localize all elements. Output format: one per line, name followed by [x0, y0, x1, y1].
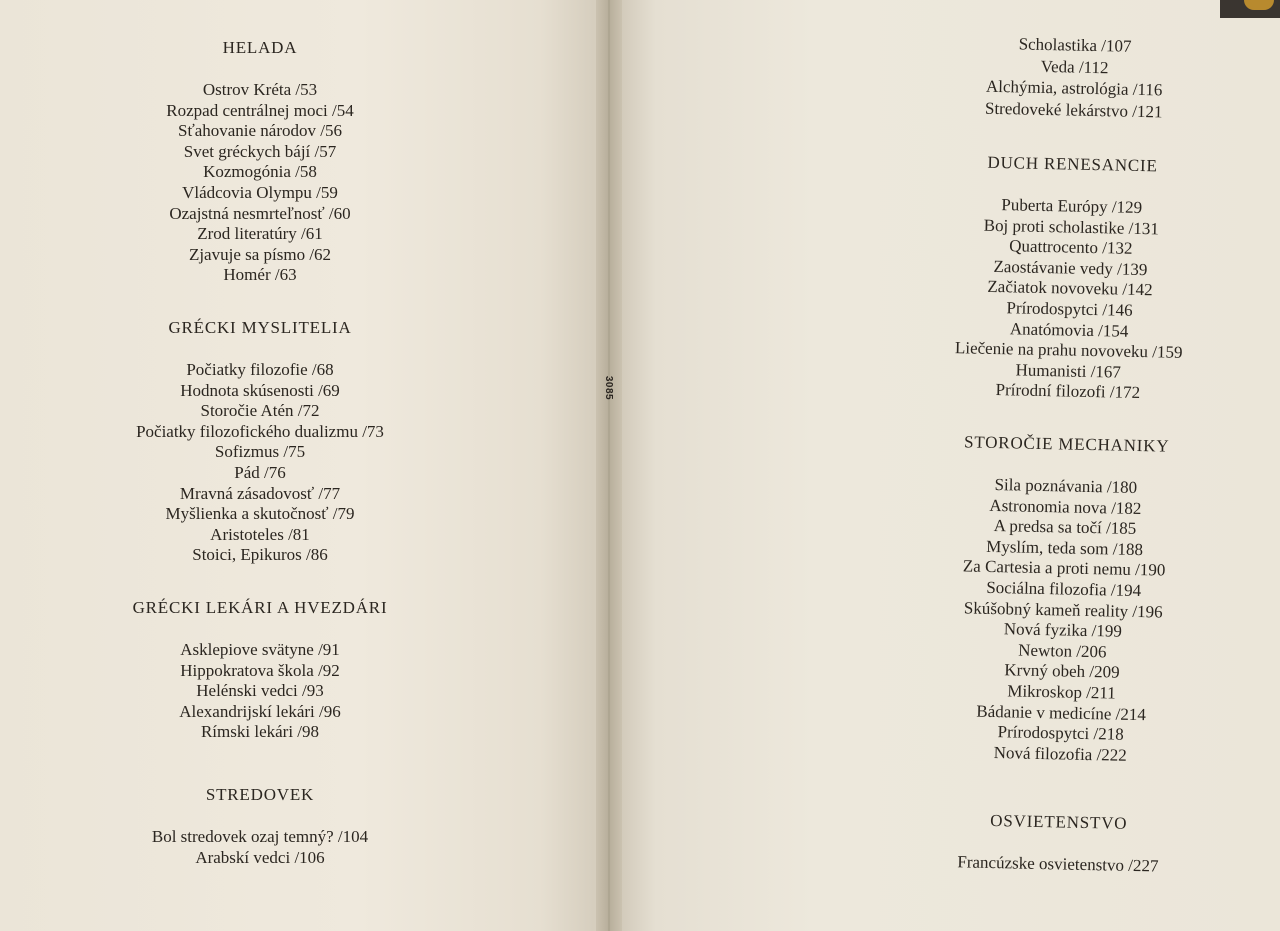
toc-entry: Puberta Európy /129: [1001, 195, 1143, 218]
toc-entry: Francúzske osvietenstvo /227: [957, 852, 1159, 876]
section-heading: GRÉCKI MYSLITELIA: [168, 318, 352, 337]
toc-entry: Rímski lekári /98: [200, 722, 320, 742]
toc-entry: Astronomia nova /182: [989, 495, 1142, 518]
toc-entry: Scholastika /107: [1018, 34, 1132, 56]
gutter-stamp: 3085: [603, 375, 615, 401]
toc-entry: Aristoteles /81: [210, 524, 310, 544]
toc-entry: Rozpad centrálnej moci /54: [166, 100, 354, 120]
entry-list: [838, 850, 1278, 880]
toc-entry: Mravná zásadovosť /77: [179, 483, 341, 503]
toc-entry: Mikroskop /211: [1007, 681, 1116, 703]
entry-list: [840, 472, 1280, 769]
toc-entry: Začiatok novoveku /142: [987, 277, 1153, 300]
toc-entry: Zrod literatúry /61: [197, 224, 323, 244]
entry-list: [854, 30, 1280, 125]
toc-entry: Alexandrijskí lekári /96: [179, 701, 341, 721]
toc-section-helada: [60, 38, 460, 286]
left-page: [0, 0, 600, 931]
toc-entry: Krvný obeh /209: [1004, 660, 1120, 683]
toc-entry: Skúšobný kameň reality /196: [963, 597, 1163, 622]
toc-section-storocie-mechaniky: [840, 430, 1280, 769]
toc-entry: Hodnota skúsenosti /69: [180, 380, 340, 400]
toc-entry: Stredoveké lekárstvo /121: [984, 98, 1163, 121]
section-heading: STREDOVEK: [205, 785, 315, 804]
toc-entry: Sťahovanie národov /56: [177, 121, 342, 141]
toc-entry: Asklepiove svätyne /91: [180, 640, 340, 659]
toc-entry: Helénski vedci /93: [196, 681, 324, 701]
toc-section-stredovek: [60, 785, 460, 868]
toc-entry: Boj proti scholastike /131: [983, 215, 1160, 238]
toc-entry: Hippokratova škola /92: [180, 660, 340, 680]
toc-entry: Sila poznávania /180: [994, 475, 1138, 497]
toc-entry: Newton /206: [1018, 640, 1107, 662]
toc-entry: Svet gréckych bájí /57: [183, 141, 337, 161]
toc-entry: Prírodospytci /146: [1006, 298, 1133, 320]
toc-entry: Sociálna filozofia /194: [986, 577, 1142, 601]
toc-section-stredovek-continued: [854, 30, 1280, 125]
toc-entry: Arabskí vedci /106: [195, 847, 325, 867]
toc-entry: Vládcovia Olympu /59: [182, 182, 338, 202]
toc-entry: Humanisti /167: [1015, 360, 1122, 382]
toc-entry: Kozmogónia /58: [203, 162, 317, 182]
toc-entry: Zjavuje sa písmo /62: [188, 244, 332, 264]
toc-entry: Počiatky filozofie /68: [186, 360, 334, 379]
entry-list: [60, 360, 460, 566]
toc-section-osvietenstvo: [838, 808, 1279, 880]
toc-entry: Ozajstná nesmrteľnosť /60: [169, 203, 351, 223]
section-heading: GRÉCKI LEKÁRI A HVEZDÁRI: [132, 598, 388, 617]
section-heading: HELADA: [222, 38, 298, 57]
toc-entry: Prírodní filozofi /172: [995, 380, 1141, 403]
toc-entry: Anatómovia /154: [1009, 318, 1129, 341]
toc-entry: Zaostávanie vedy /139: [993, 256, 1148, 279]
entry-list: [60, 80, 460, 286]
section-heading: DUCH RENESANCIE: [987, 152, 1158, 176]
toc-section-grecki-myslitelia: [60, 318, 460, 566]
toc-section-grecki-lekari: [60, 598, 460, 743]
toc-entry: Myslím, teda som /188: [986, 536, 1144, 559]
toc-entry: Za Cartesia a proti nemu /190: [962, 556, 1166, 580]
toc-entry: Nová filozofia /222: [993, 742, 1128, 765]
entry-list: [848, 192, 1280, 407]
right-toc-column: [856, 0, 1280, 876]
toc-entry: Pád /76: [234, 462, 286, 482]
toc-entry: Alchýmia, astrológia /116: [985, 76, 1163, 100]
toc-entry: Stoici, Epikuros /86: [192, 545, 328, 565]
toc-entry: Myšlienka a skutočnosť /79: [165, 504, 355, 524]
toc-entry: Veda /112: [1040, 56, 1109, 77]
toc-section-duch-renesancie: [848, 150, 1280, 407]
entry-list: [60, 827, 460, 868]
toc-entry: Storočie Atén /72: [200, 401, 320, 421]
toc-entry: A predsa sa točí /185: [993, 516, 1137, 539]
book-gutter: [596, 0, 622, 931]
toc-entry: Liečenie na prahu novoveku /159: [954, 338, 1183, 363]
toc-entry: Sofizmus /75: [214, 442, 306, 462]
right-page: [616, 0, 1280, 931]
section-heading: STOROČIE MECHANIKY: [963, 432, 1170, 456]
toc-entry: Quattrocento /132: [1009, 236, 1133, 259]
toc-entry: Bádanie v medicíne /214: [976, 701, 1147, 724]
toc-entry: Bol stredovek ozaj temný? /104: [151, 827, 369, 846]
toc-entry: Homér /63: [223, 265, 297, 285]
entry-list: [60, 640, 460, 743]
toc-entry: Počiatky filozofického dualizmu /73: [136, 421, 384, 441]
toc-entry: Ostrov Kréta /53: [202, 80, 318, 99]
section-heading: OSVIETENSTVO: [990, 810, 1128, 833]
toc-entry: Nová fyzika /199: [1003, 619, 1123, 641]
toc-entry: Prírodospytci /218: [997, 722, 1124, 744]
